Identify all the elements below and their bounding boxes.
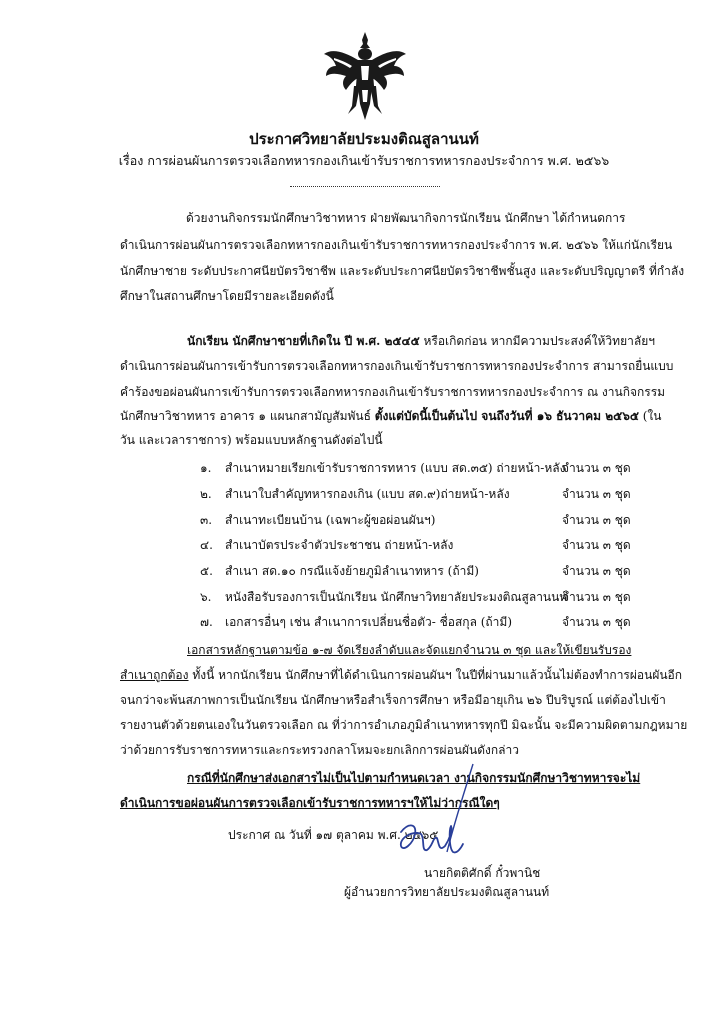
list-item-quantity: จำนวน ๓ ชุด xyxy=(562,564,631,578)
para2-line-5: วัน และเวลาราชการ) พร้อมแบบหลักฐานดังต่อไปนี้ xyxy=(120,433,383,447)
list-item-number: ๒. xyxy=(200,487,212,501)
para2-line-4-start: นักศึกษาวิชาทหาร อาคาร ๑ แผนกสามัญสัมพันธ์ xyxy=(120,409,375,423)
list-item-number: ๓. xyxy=(200,513,213,527)
para2-line-2: ดำเนินการผ่อนผันการเข้ารับการตรวจเลือกทหารกองเกินเข้ารับราชการทหารกองประจำการ สามารถยื่นแบบ xyxy=(120,359,674,373)
list-item-number: ๑. xyxy=(200,461,212,475)
signature-icon xyxy=(395,760,475,880)
intro-line-1: ด้วยงานกิจกรรมนักศึกษาวิชาทหาร ฝ่ายพัฒนากิจการนักเรียน นักศึกษา ได้กำหนดการ xyxy=(186,211,626,225)
list-item-quantity: จำนวน ๓ ชุด xyxy=(562,461,631,475)
list-item: หนังสือรับรองการเป็นนักเรียน นักศึกษาวิทยาลัยประมงติณสูลานนท์ xyxy=(225,590,568,604)
list-item-number: ๗. xyxy=(200,615,213,629)
list-item: สำเนาทะเบียนบ้าน (เฉพาะผู้ขอผ่อนผันฯ) xyxy=(225,513,436,527)
para2-line-3: คำร้องขอผ่อนผันการเข้ารับการตรวจเลือกทหารกองเกินเข้ารับราชการทหารกองประจำการ ณ งานกิจกรรม xyxy=(120,385,666,399)
intro-line-4: ศึกษาในสถานศึกษาโดยมีรายละเอียดดังนี้ xyxy=(120,289,334,303)
announcement-date: ประกาศ ณ วันที่ ๑๗ ตุลาคม พ.ศ. ๒๕๖๕ xyxy=(228,828,439,842)
certified-copy-text: สำเนาถูกต้อง xyxy=(120,668,189,682)
list-item-quantity: จำนวน ๓ ชุด xyxy=(562,538,631,552)
para3-line-1: เอกสารหลักฐานตามข้อ ๑-๗ จัดเรียงลำดับและจัดแยกจำนวน ๓ ชุด และให้เขียนรับรอง xyxy=(187,643,632,657)
list-item-quantity: จำนวน ๓ ชุด xyxy=(562,513,631,527)
list-item-quantity: จำนวน ๓ ชุด xyxy=(562,590,631,604)
list-item: สำเนา สด.๑๐ กรณีแจ้งย้ายภูมิลำเนาทหาร (ถ้ามี) xyxy=(225,564,479,578)
list-item: สำเนาบัตรประจำตัวประชาชน ถ่ายหน้า-หลัง xyxy=(225,538,454,552)
list-item-number: ๖. xyxy=(200,590,212,604)
subject-line: เรื่อง การผ่อนผันการตรวจเลือกทหารกองเกินเข้ารับราชการทหารกองประจำการ พ.ศ. ๒๕๖๖ xyxy=(118,153,610,168)
para3-line-2 xyxy=(120,667,682,683)
list-item: สำเนาหมายเรียกเข้ารับราชการทหาร (แบบ สด.๓๕) ถ่ายหน้า-หลัง xyxy=(225,461,566,475)
para3-line-4: รายงานตัวด้วยตนเองในวันตรวจเลือก ณ ที่ว่าการอำเภอภูมิลำเนาทหารทุกปี มิฉะนั้น จะมีความผิดตามกฎหมาย xyxy=(120,718,688,732)
page-title: ประกาศวิทยาลัยประมงติณสูลานนท์ xyxy=(249,130,479,148)
list-item-number: ๔. xyxy=(200,538,213,552)
signatory-name: นายกิตติศักดิ์ กั๋วพานิช xyxy=(424,866,541,880)
para2-line-4-end: (ใน xyxy=(638,409,662,423)
list-item-number: ๕. xyxy=(200,564,213,578)
intro-line-3: นักศึกษาชาย ระดับประกาศนียบัตรวิชาชีพ และระดับประกาศนียบัตรวิชาชีพชั้นสูง และระดับปริญญาตรี ที่กำลัง xyxy=(120,264,685,278)
para3-line-3: จนกว่าจะพ้นสภาพการเป็นนักเรียน นักศึกษาหรือสำเร็จการศึกษา หรือมีอายุเกิน ๒๖ ปีบริบูรณ์ แต่ต้องไปเข้า xyxy=(120,693,666,707)
list-item: สำเนาใบสำคัญทหารกองเกิน (แบบ สด.๙)ถ่ายหน้า-หลัง xyxy=(225,487,510,501)
list-item-quantity: จำนวน ๓ ชุด xyxy=(562,615,631,629)
warning-line-2: ดำเนินการขอผ่อนผันการตรวจเลือกเข้ารับราชการทหารฯให้ไม่ว่ากรณีใดๆ xyxy=(120,796,500,810)
list-item: เอกสารอื่นๆ เช่น สำเนาการเปลี่ยนชื่อตัว- ชื่อสกุล (ถ้ามี) xyxy=(225,615,513,629)
birth-year-criteria: นักเรียน นักศึกษาชายที่เกิดใน ปี พ.ศ. ๒๕๔๕ xyxy=(187,334,420,348)
para2-line-1 xyxy=(187,333,655,349)
list-item-quantity: จำนวน ๓ ชุด xyxy=(562,487,631,501)
para2-line-4 xyxy=(120,408,661,424)
para2-line-1-rest: หรือเกิดก่อน หากมีความประสงค์ให้วิทยาลัยฯ xyxy=(419,334,655,348)
separator-rule xyxy=(290,186,440,187)
para3-line-5: ว่าด้วยการรับราชการทหารและกระทรวงกลาโหมจะยกเลิกการผ่อนผันดังกล่าว xyxy=(120,743,519,757)
garuda-emblem-icon xyxy=(320,30,410,122)
deadline-text: ตั้งแต่บัดนี้เป็นต้นไป จนถึงวันที่ ๑๖ ธันวาคม ๒๕๖๕ xyxy=(374,409,639,423)
warning-line-1: กรณีที่นักศึกษาส่งเอกสารไม่เป็นไปตามกำหนดเวลา งานกิจกรรมนักศึกษาวิชาทหารจะไม่ xyxy=(187,771,641,785)
intro-line-2: ดำเนินการผ่อนผันการตรวจเลือกทหารกองเกินเข้ารับราชการทหารกองประจำการ พ.ศ. ๒๕๖๖ ให้แก่นักเรียน xyxy=(120,238,673,252)
para3-line-2-rest: ทั้งนี้ หากนักเรียน นักศึกษาที่ได้ดำเนินการผ่อนผันฯ ในปีที่ผ่านมาแล้วนั้นไม่ต้องทำการผ่อนผันอีก xyxy=(188,668,683,682)
signatory-position: ผู้อำนวยการวิทยาลัยประมงติณสูลานนท์ xyxy=(344,885,550,899)
